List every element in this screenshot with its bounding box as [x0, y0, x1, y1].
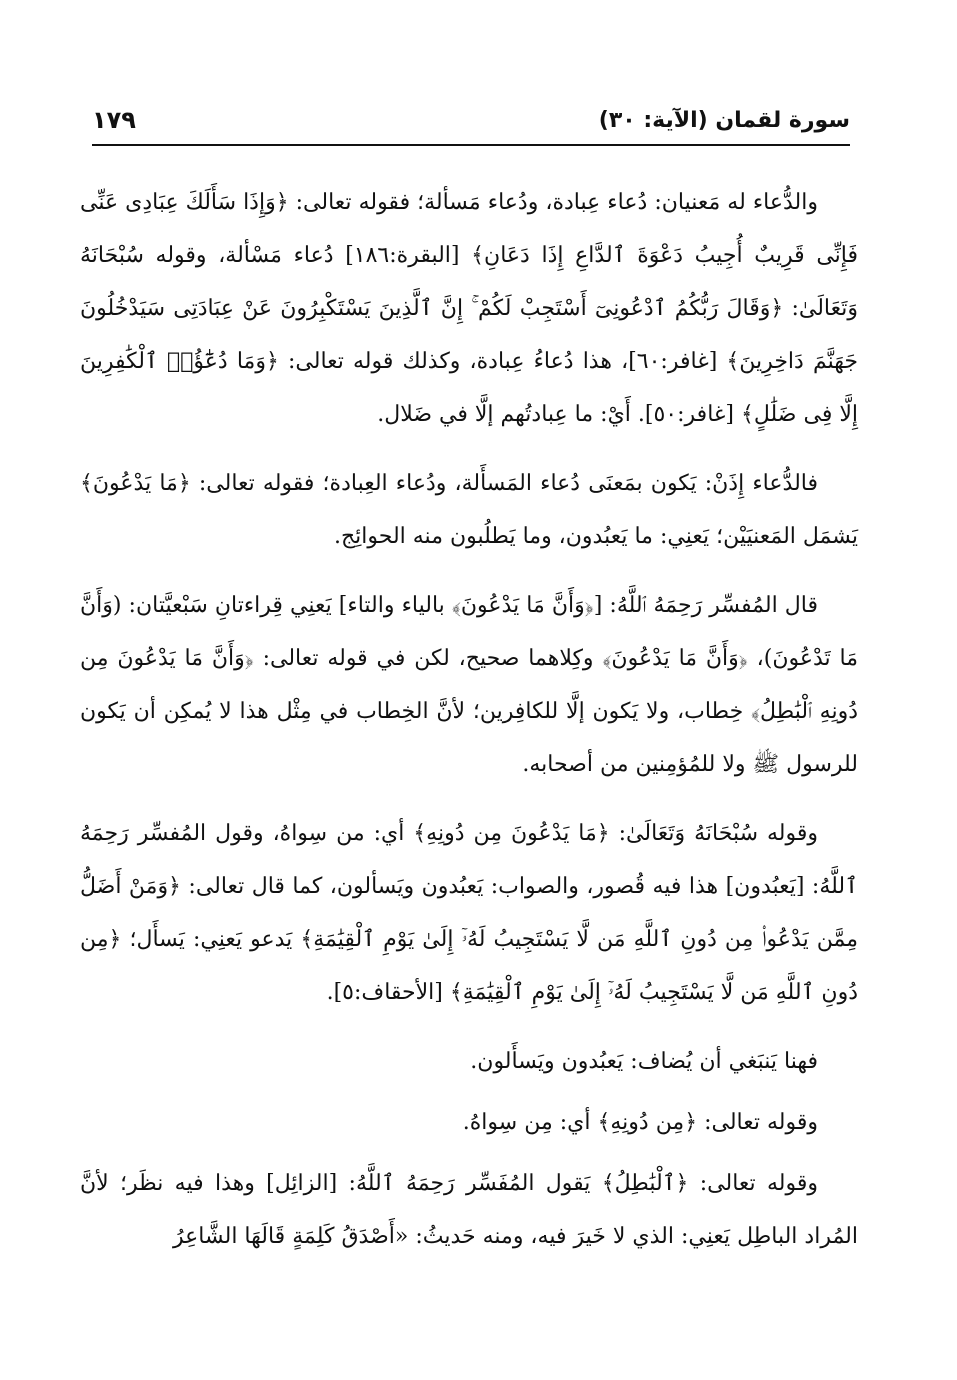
paragraph-4: وقوله سُبْحَانَهُ وَتَعَالَىٰ: ﴿مَا يَدْعُونَ مِن دُونِهِ﴾ أي: من سِواهُ، وقول المُفسِّر رَحِمَهُ ٱللَّهُ: [يَعبُدون] هذا فيه قُصور، والصواب: يَعبُدون ويَسألون، كما قال تعالى: ﴿وَمَنْ أَضَلُّ مِمَّن يَدْعُوا۟ مِن دُونِ ٱللَّهِ مَن لَّا يَسْتَجِيبُ لَهُۥٓ إِلَىٰ يَوْمِ ٱلْقِيَٰمَةِ﴾ يَدعو يَعنِي: يَسأَل؛ ﴿مِن دُونِ ٱللَّهِ مَن لَّا يَسْتَجِيبُ لَهُۥٓ إِلَىٰ يَوْمِ ٱلْقِيَٰمَةِ﴾ [الأحقاف:٥]. [80, 821, 858, 1005]
paragraph-3: قال المُفسِّر رَحِمَهُ ٱللَّهُ: [﴿وَأَنَّ مَا يَدْعُونَ﴾ بالياء والتاء] يَعنِي قِراءتانِ سَبْعيَّتان: (وَأَنَّ مَا تَدْعُونَ)، ﴿وَأَنَّ مَا يَدْعُونَ﴾ وكِلاهما صحيح، لكن في قوله تعالى: ﴿وَأَنَّ مَا يَدْعُونَ مِن دُونِهِ ٱلْبَٰطِلُ﴾ خِطاب، ولا يَكون إلَّا للكافِرين؛ لأنَّ الخِطاب في مِثْل هذا لا يُمكِن أن يَكون للرسول ﷺ ولا للمُؤمِنين من أصحابه. [80, 593, 858, 777]
paragraph-1: والدُّعاء له مَعنيان: دُعاء عِبادة، ودُعاء مَسألة؛ فقوله تعالى: ﴿وَإِذَا سَأَلَكَ عِبَادِى عَنِّى فَإِنِّى قَرِيبٌ أُجِيبُ دَعْوَةَ ٱلدَّاعِ إِذَا دَعَانِ﴾ [البقرة:١٨٦] دُعاء مَسْألة، وقوله سُبْحَانَهُ وَتَعَالَىٰ: ﴿وَقَالَ رَبُّكُمُ ٱدْعُونِىٓ أَسْتَجِبْ لَكُمْ ۚ إِنَّ ٱلَّذِينَ يَسْتَكْبِرُونَ عَنْ عِبَادَتِى سَيَدْخُلُونَ جَهَنَّمَ دَاخِرِينَ﴾ [غافر:٦٠]، هذا دُعاءُ عِبادة، وكذلك قوله تعالى: ﴿وَمَا دُعَٰٓؤُا۟ ٱلْكَٰفِرِينَ إِلَّا فِى ضَلَٰلٍ﴾ [غافر:٥٠]. أَيْ: ما عِبادتُهم إلَّا في ضَلال. [80, 190, 858, 427]
paragraph-2: فالدُّعاء إِذَنْ: يَكون بمَعنَى دُعاء المَسأَلة، ودُعاء العِبادة؛ فقوله تعالى: ﴿مَا يَدْعُونَ﴾ يَشمَل المَعنيَيْن؛ يَعنِي: ما يَعبُدون، وما يَطلُبون منه الحوائِج. [80, 471, 858, 549]
paragraph-5: فهنا يَنبَغي أن يُضاف: يَعبُدون ويَسأَلون. [470, 1049, 818, 1074]
page-number: ١٧٩ [92, 106, 136, 134]
page-header [92, 104, 850, 142]
running-title: سورة لقمان (الآية: ٣٠) [598, 108, 850, 133]
body-text [80, 176, 858, 1279]
paragraph-7: وقوله تعالى: ﴿ٱلْبَٰطِلُ﴾ يَقول المُفَسِّر رَحِمَهُ ٱللَّهُ: [الزائِل] وهذا فيه نظَر؛ لأنَّ المُراد الباطِل يَعنِي: الذي لا خَيرَ فيه، ومنه حَديثُ: «أَصْدَقُ كَلِمَةٍ قَالَهَا الشَّاعِرُ [80, 1171, 858, 1249]
paragraph-6: وقوله تعالى: ﴿مِن دُونِهِ﴾ أي: مِن سِواهُ. [462, 1110, 818, 1135]
header-divider [92, 144, 850, 146]
